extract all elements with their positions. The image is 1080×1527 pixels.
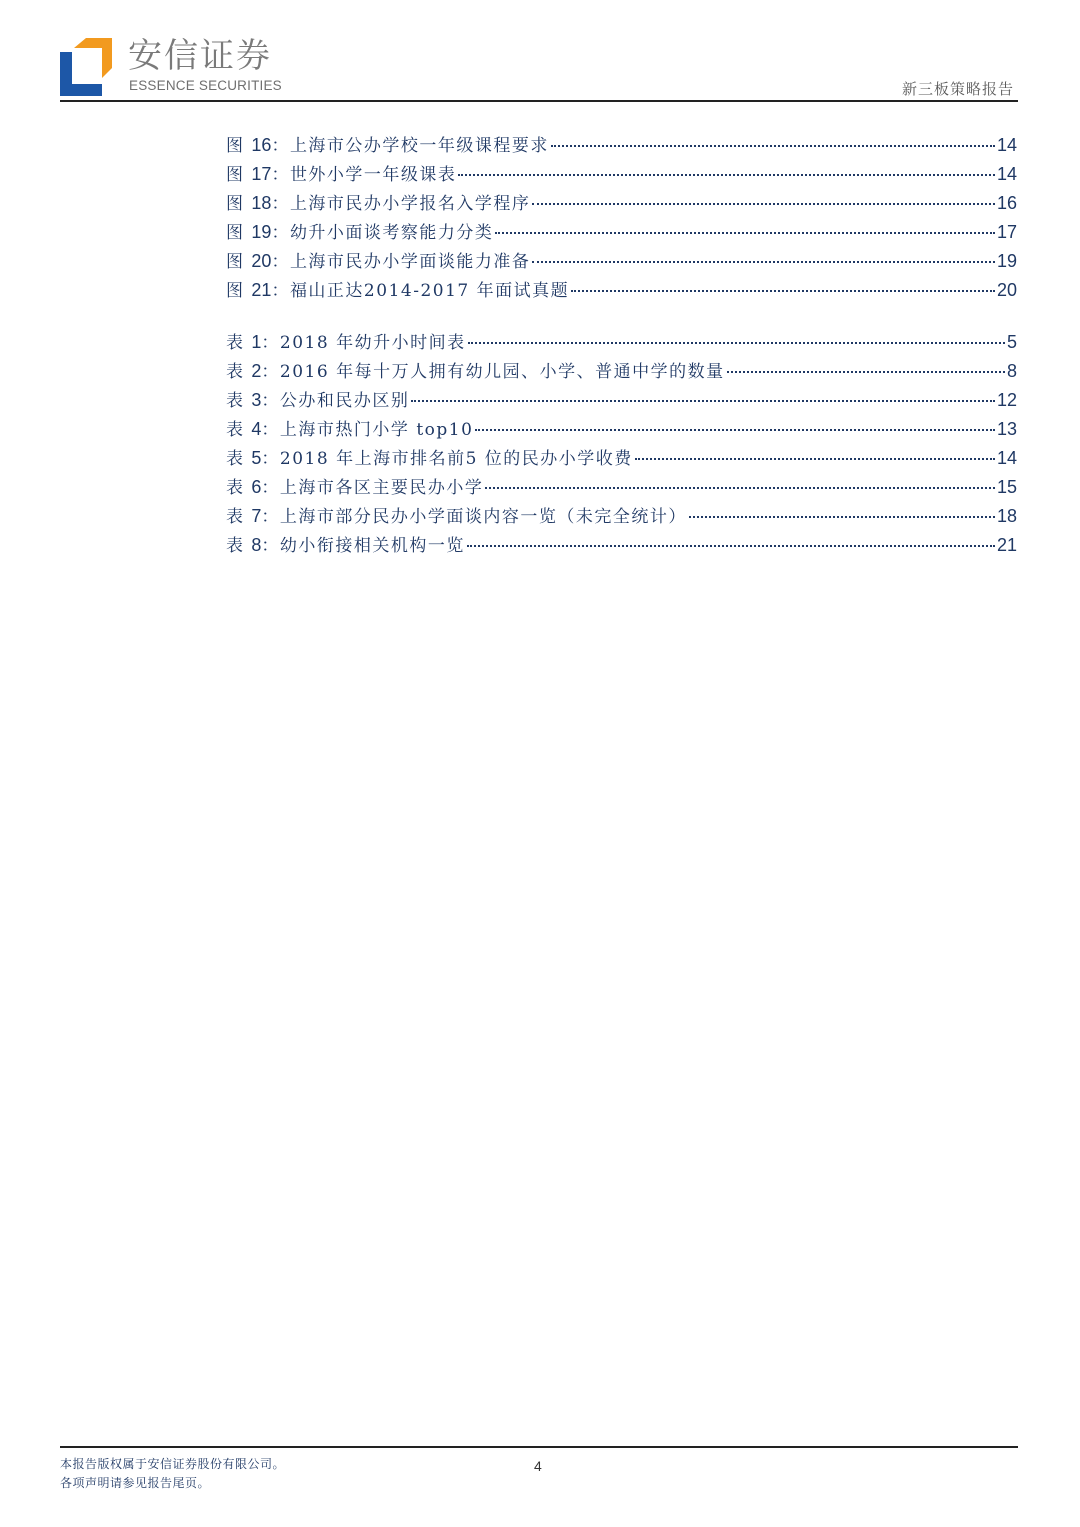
toc-entry-page: 18	[996, 506, 1017, 526]
toc-entry[interactable]	[226, 531, 1017, 560]
dot-leader	[551, 144, 995, 147]
copyright-line: 本报告版权属于安信证券股份有限公司。	[60, 1457, 286, 1471]
toc-entry-page: 14	[996, 164, 1017, 184]
toc-entry-number: 3	[251, 390, 262, 410]
toc-entry[interactable]	[226, 218, 1017, 247]
toc-entry-prefix: 图	[226, 165, 245, 185]
toc-entry-title: 幼小衔接相关机构一览	[279, 536, 465, 556]
dot-leader	[532, 202, 995, 205]
toc-entry[interactable]	[226, 444, 1017, 473]
toc-entry-number: 2	[251, 361, 262, 381]
toc-entry-label	[226, 531, 465, 561]
dot-leader	[485, 486, 995, 489]
toc-entry[interactable]	[226, 386, 1017, 415]
toc-entry[interactable]	[226, 502, 1017, 531]
toc-entry-separator: ：	[261, 507, 280, 527]
toc-entry-prefix: 图	[226, 281, 245, 301]
toc-entry-separator: ：	[261, 391, 280, 411]
toc-entry-title: 2018 年幼升小时间表	[279, 333, 466, 353]
dot-leader	[689, 515, 995, 518]
toc-entry-number: 16	[251, 135, 272, 155]
copyright-notice	[60, 1455, 285, 1493]
toc-entry[interactable]	[226, 473, 1017, 502]
dot-leader	[411, 399, 995, 402]
toc-entry[interactable]	[226, 160, 1017, 189]
brand-name-en: ESSENCE SECURITIES	[129, 78, 282, 93]
toc-entry-title: 上海市热门小学 top10	[279, 420, 474, 440]
toc-entry-separator: ：	[261, 420, 280, 440]
toc-entry-page: 14	[996, 135, 1017, 155]
toc-entry-page: 14	[996, 448, 1017, 468]
toc-entry-page: 13	[996, 419, 1017, 439]
report-type: 新三板策略报告	[901, 80, 1014, 98]
toc-entry-title: 上海市民办小学面谈能力准备	[289, 252, 531, 272]
toc-entry-separator: ：	[261, 478, 280, 498]
toc-entry-label	[226, 276, 569, 306]
toc-entry-prefix: 表	[226, 478, 245, 498]
disclaimer-line: 各项声明请参见报告尾页。	[60, 1476, 211, 1490]
toc-entry-number: 17	[251, 164, 272, 184]
toc-entry-number: 5	[251, 448, 262, 468]
toc-entry-prefix: 图	[226, 136, 245, 156]
toc-entry-number: 7	[251, 506, 262, 526]
toc-entry-number: 19	[251, 222, 272, 242]
toc-entry-title: 上海市部分民办小学面谈内容一览（未完全统计）	[279, 507, 687, 527]
toc-entry-prefix: 图	[226, 223, 245, 243]
page-number: 4	[534, 1458, 542, 1474]
toc-entry-number: 6	[251, 477, 262, 497]
toc-entry-number: 20	[251, 251, 272, 271]
toc-entry-prefix: 表	[226, 333, 245, 353]
toc-entry-separator: ：	[271, 165, 290, 185]
toc-entry-page: 15	[996, 477, 1017, 497]
toc-entry-prefix: 表	[226, 536, 245, 556]
toc-entry[interactable]	[226, 247, 1017, 276]
essence-securities-logo-icon	[60, 38, 112, 96]
toc-entry-separator: ：	[261, 333, 280, 353]
toc-entry-title: 上海市民办小学报名入学程序	[289, 194, 531, 214]
dot-leader	[727, 370, 1005, 373]
toc-entry-title: 上海市各区主要民办小学	[279, 478, 484, 498]
toc-entry-page: 17	[996, 222, 1017, 242]
toc-entry-title: 世外小学一年级课表	[289, 165, 457, 185]
toc-entry[interactable]	[226, 189, 1017, 218]
dot-leader	[532, 260, 995, 263]
toc-entry-page: 19	[996, 251, 1017, 271]
toc-entry-page: 5	[1006, 332, 1017, 352]
toc-entry-label	[226, 328, 466, 358]
toc-entry-page: 16	[996, 193, 1017, 213]
tables-toc	[226, 328, 1017, 560]
toc-entry-prefix: 表	[226, 391, 245, 411]
toc-entry-prefix: 图	[226, 194, 245, 214]
toc-entry-separator: ：	[261, 449, 280, 469]
toc-entry-separator: ：	[261, 536, 280, 556]
toc-entry-separator: ：	[271, 194, 290, 214]
toc-entry-separator: ：	[271, 252, 290, 272]
toc-entry-page: 12	[996, 390, 1017, 410]
toc-entry-label	[226, 386, 409, 416]
toc-entry-label	[226, 415, 473, 445]
toc-entry-label	[226, 218, 493, 248]
toc-entry-title: 幼升小面谈考察能力分类	[289, 223, 494, 243]
toc-entry-title: 上海市公办学校一年级课程要求	[289, 136, 549, 156]
toc-entry-label	[226, 502, 687, 532]
toc-entry-prefix: 表	[226, 420, 245, 440]
toc-entry-separator: ：	[271, 136, 290, 156]
toc-entry-label	[226, 131, 549, 161]
header-divider	[60, 100, 1018, 102]
toc-entry-label	[226, 247, 530, 277]
toc-entry-prefix: 表	[226, 362, 245, 382]
toc-entry-number: 21	[251, 280, 272, 300]
dot-leader	[571, 289, 995, 292]
toc-entry-number: 4	[251, 419, 262, 439]
toc-entry[interactable]	[226, 276, 1017, 305]
toc-entry-page: 21	[996, 535, 1017, 555]
dot-leader	[458, 173, 995, 176]
toc-entry[interactable]	[226, 328, 1017, 357]
brand-name-cn: 安信证券	[128, 36, 272, 76]
toc-entry-separator: ：	[261, 362, 280, 382]
toc-entry[interactable]	[226, 357, 1017, 386]
toc-entry[interactable]	[226, 415, 1017, 444]
dot-leader	[495, 231, 995, 234]
toc-entry-separator: ：	[271, 281, 290, 301]
dot-leader	[467, 544, 995, 547]
toc-entry-number: 8	[251, 535, 262, 555]
toc-entry-number: 1	[251, 332, 262, 352]
figures-toc	[226, 131, 1017, 305]
toc-entry-page: 8	[1006, 361, 1017, 381]
toc-entry-page: 20	[996, 280, 1017, 300]
toc-entry[interactable]	[226, 131, 1017, 160]
toc-entry-title: 2018 年上海市排名前5 位的民办小学收费	[279, 449, 633, 469]
toc-entry-label	[226, 473, 483, 503]
footer-divider	[60, 1446, 1018, 1448]
toc-entry-number: 18	[251, 193, 272, 213]
dot-leader	[635, 457, 995, 460]
toc-entry-prefix: 表	[226, 449, 245, 469]
toc-entry-prefix: 表	[226, 507, 245, 527]
toc-entry-prefix: 图	[226, 252, 245, 272]
toc-entry-title: 2016 年每十万人拥有幼儿园、小学、普通中学的数量	[279, 362, 725, 382]
toc-entry-title: 公办和民办区别	[279, 391, 410, 411]
dot-leader	[468, 341, 1005, 344]
toc-entry-label	[226, 444, 633, 474]
toc-entry-label	[226, 357, 725, 387]
toc-entry-label	[226, 189, 530, 219]
toc-entry-title: 福山正达2014-2017 年面试真题	[289, 281, 570, 301]
toc-entry-label	[226, 160, 456, 190]
dot-leader	[475, 428, 995, 431]
toc-entry-separator: ：	[271, 223, 290, 243]
